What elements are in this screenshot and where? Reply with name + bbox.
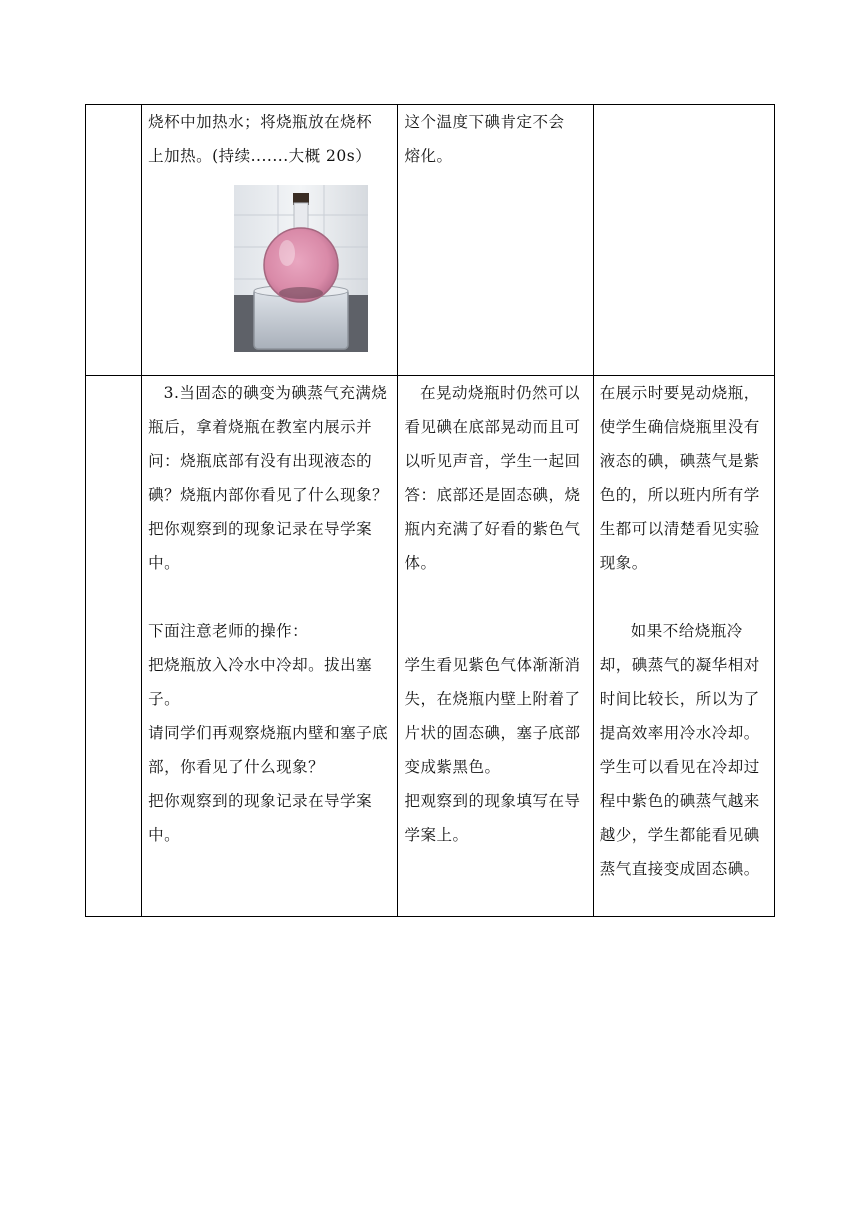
paragraph: 把烧瓶放入冷水中冷却。拔出塞子。 — [148, 656, 373, 708]
text-line: 熔化。 — [404, 147, 453, 165]
table-row — [86, 105, 775, 376]
design-intent-cell — [593, 376, 774, 917]
teacher-activity-cell — [142, 105, 398, 376]
design-intent-cell — [593, 105, 774, 376]
paragraph: 下面注意老师的操作： — [148, 622, 309, 640]
text-line: 这个温度下碘肯定不会 — [404, 113, 565, 131]
paragraph: 请同学们再观察烧瓶内壁和塞子底部，你看见了什么现象？ — [148, 724, 389, 776]
lesson-plan-table — [85, 104, 775, 917]
paragraph: 把观察到的现象填写在导学案上。 — [404, 792, 581, 844]
paragraph: 在晃动烧瓶时仍然可以看见碘在底部晃动而且可以听见声音，学生一起回答：底部还是固态碘，烧瓶内充满了好看的紫色气体。 — [404, 384, 581, 572]
stage-cell — [86, 105, 142, 376]
student-activity-cell — [398, 105, 593, 376]
student-activity-cell — [398, 376, 593, 917]
paragraph: 把你观察到的现象记录在导学案中。 — [148, 520, 373, 572]
stage-cell — [86, 376, 142, 917]
paragraph: 如果不给烧瓶冷却，碘蒸气的凝华相对时间比较长，所以为了提高效率用冷水冷却。学生可以看见在冷却过程中紫色的碘蒸气越来越少，学生都能看见碘蒸气直接变成固态碘。 — [599, 622, 760, 878]
text-line: 烧杯中加热水；将烧瓶放在烧杯 — [148, 113, 373, 131]
paragraph: 在展示时要晃动烧瓶，使学生确信烧瓶里没有液态的碘，碘蒸气是紫色的，所以班内所有学生都可以清楚看见实验现象。 — [599, 384, 760, 572]
paragraph: 3.当固态的碘变为碘蒸气充满烧瓶后，拿着烧瓶在教室内展示并问：烧瓶底部有没有出现液态的碘？烧瓶内部你看见了什么现象？ — [148, 384, 389, 504]
paragraph: 学生看见紫色气体渐渐消失，在烧瓶内壁上附着了片状的固态碘，塞子底部变成紫黑色。 — [404, 656, 581, 776]
text-line: 上加热。(持续.......大概 20s） — [148, 147, 372, 165]
flask-with-purple-iodine-vapor-image — [234, 185, 368, 352]
paragraph: 把你观察到的现象记录在导学案中。 — [148, 792, 373, 844]
table-row — [86, 376, 775, 917]
teacher-activity-cell — [142, 376, 398, 917]
